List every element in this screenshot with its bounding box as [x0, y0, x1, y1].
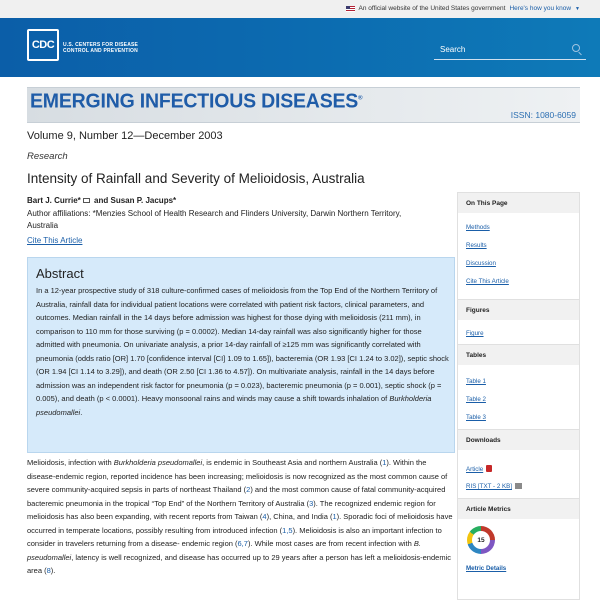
metric-score: 15 [472, 531, 490, 549]
nav-results[interactable]: Results [466, 242, 487, 249]
nav-discussion[interactable]: Discussion [466, 260, 496, 267]
table-2-link[interactable]: Table 2 [466, 396, 486, 403]
ref-link[interactable]: 1 [332, 512, 337, 521]
figure-link[interactable]: Figure [466, 330, 484, 337]
chevron-down-icon[interactable]: ▼ [575, 5, 580, 12]
author-2: and Susan P. Jacups* [94, 196, 177, 205]
tables-panel [457, 344, 580, 430]
ref-link[interactable]: 1 [382, 458, 387, 467]
figures-panel [457, 299, 580, 345]
gov-banner-text: An official website of the United States government [358, 5, 506, 12]
cdc-logo[interactable]: CDC [27, 29, 59, 61]
ris-file-icon [515, 483, 522, 489]
logo-line-1: U.S. CENTERS FOR DISEASE [63, 42, 139, 48]
ref-link[interactable]: 6,7 [237, 539, 248, 548]
article-section: Research [27, 151, 68, 162]
ref-link[interactable]: 2 [246, 485, 251, 494]
pdf-icon [486, 465, 492, 472]
download-article[interactable]: Article [466, 465, 492, 473]
intro-paragraph: Melioidosis, infection with Burkholderia pseudomallei, is endemic in Southeast Asia and northern Australia (1). Within the disease-endemic region, reported incidence has been increasing; melioidosis is now recognized as the most common cause of severe community-acquired sepsis in parts of northeast Thailand (2) and the most common cause of fatal community-acquired bacteremic pneumonia in the tropical “Top End” of the Northern Territory of Australia (3). The recognized endemic region for melioidosis has also been expanding, with recent reports from Taiwan (4), China, and India (1). Sporadic foci of melioidosis have occurred in temperate locations, possibly resulting from introduced infection (1,5). Melioidosis is also an important infection to consider in travelers returning from a disease- endemic region (6,7). While most cases are from recent infection with B. pseudomallei, latency is well recognized, and disease has occurred up to 29 years after a person has left a melioidosis-endemic area (8). [27, 458, 453, 575]
authors [27, 196, 176, 205]
ref-link[interactable]: 1,5 [282, 525, 293, 535]
ref-link[interactable]: 4 [262, 512, 267, 521]
ref-link[interactable]: 3 [309, 498, 314, 508]
cite-this-article-link[interactable]: Cite This Article [27, 236, 83, 245]
gov-banner [0, 0, 600, 18]
metrics-heading: Article Metrics [458, 499, 579, 519]
download-ris[interactable]: RIS [TXT - 2 KB] [466, 483, 522, 490]
search-icon[interactable] [572, 44, 580, 52]
table-1-link[interactable]: Table 1 [466, 378, 486, 385]
abstract-heading: Abstract [36, 266, 84, 281]
search-box[interactable] [434, 40, 586, 60]
author-1[interactable]: Bart J. Currie* [27, 196, 81, 205]
downloads-panel [457, 429, 580, 499]
registered-mark: ® [358, 95, 363, 102]
issue-volume: Volume 9, Number 12—December 2003 [27, 130, 223, 142]
abstract-box [27, 257, 455, 453]
nav-methods[interactable]: Methods [466, 224, 490, 231]
tables-heading: Tables [458, 345, 579, 365]
cdc-logo-text [63, 42, 138, 54]
downloads-heading: Downloads [458, 430, 579, 450]
us-flag-icon [346, 6, 355, 12]
search-input[interactable] [434, 40, 564, 58]
metric-details-link[interactable]: Metric Details [466, 565, 507, 572]
ref-link[interactable]: 8 [46, 566, 51, 575]
issn: ISSN: 1080-6059 [510, 110, 576, 120]
heres-how-link[interactable]: Here's how you know [509, 5, 572, 12]
journal-title: EMERGING INFECTIOUS DISEASES® [30, 89, 363, 113]
email-icon[interactable] [83, 198, 90, 203]
nav-cite[interactable]: Cite This Article [466, 278, 509, 285]
site-header [0, 18, 600, 77]
on-this-page-panel [457, 192, 580, 300]
journal-banner[interactable] [27, 87, 580, 123]
abstract-text: In a 12-year prospective study of 318 culture-confirmed cases of melioidosis from the Top End of the Northern Territory of Australia, rainfall data for individual patient locations were correlated with patient risk factors, clinical parameters, and outcomes. Median rainfall in the 14 days before admission was highest for those dying with melioidosis (211 mm), in comparison to 110 mm for those surviving (p = 0.0002). Median 14-day rainfall was also significantly higher for those admitted with pneumonia. On univariate analysis, a prior 14-day rainfall of ≥125 mm was significantly correlated with pneumonia (odds ratio [OR] 1.70 [confidence interval [CI] 1.09 to 1.65]), bacteremia (OR 1.93 [CI 1.24 to 3.02]), septic shock (OR 1.94 [CI 1.14 to 3.29]), and death (OR 2.50 [CI 1.36 to 4.57]). On multivariate analysis, rainfall in the 14 days before admission was an independent risk factor for pneumonia (p = 0.023), bacteremic pneumonia (p = 0.001), septic shock (p = 0.005), and death (p < 0.0001). Heavy monsoonal rains and winds may cause a shift towards inhalation of Burkholderia pseudomallei. [36, 286, 449, 417]
logo-line-2: CONTROL AND PREVENTION [63, 48, 138, 54]
on-this-page-heading: On This Page [458, 193, 579, 213]
table-3-link[interactable]: Table 3 [466, 414, 486, 421]
figures-heading: Figures [458, 300, 579, 320]
author-affiliations: Author affiliations: *Menzies School of Health Research and Flinders University, Darwin Northern Territory, Australia [27, 209, 402, 230]
article-title: Intensity of Rainfall and Severity of Melioidosis, Australia [27, 171, 365, 186]
altmetric-badge[interactable] [467, 526, 495, 554]
organism-name: Burkholderia pseudomallei [36, 394, 432, 417]
metrics-panel [457, 498, 580, 600]
